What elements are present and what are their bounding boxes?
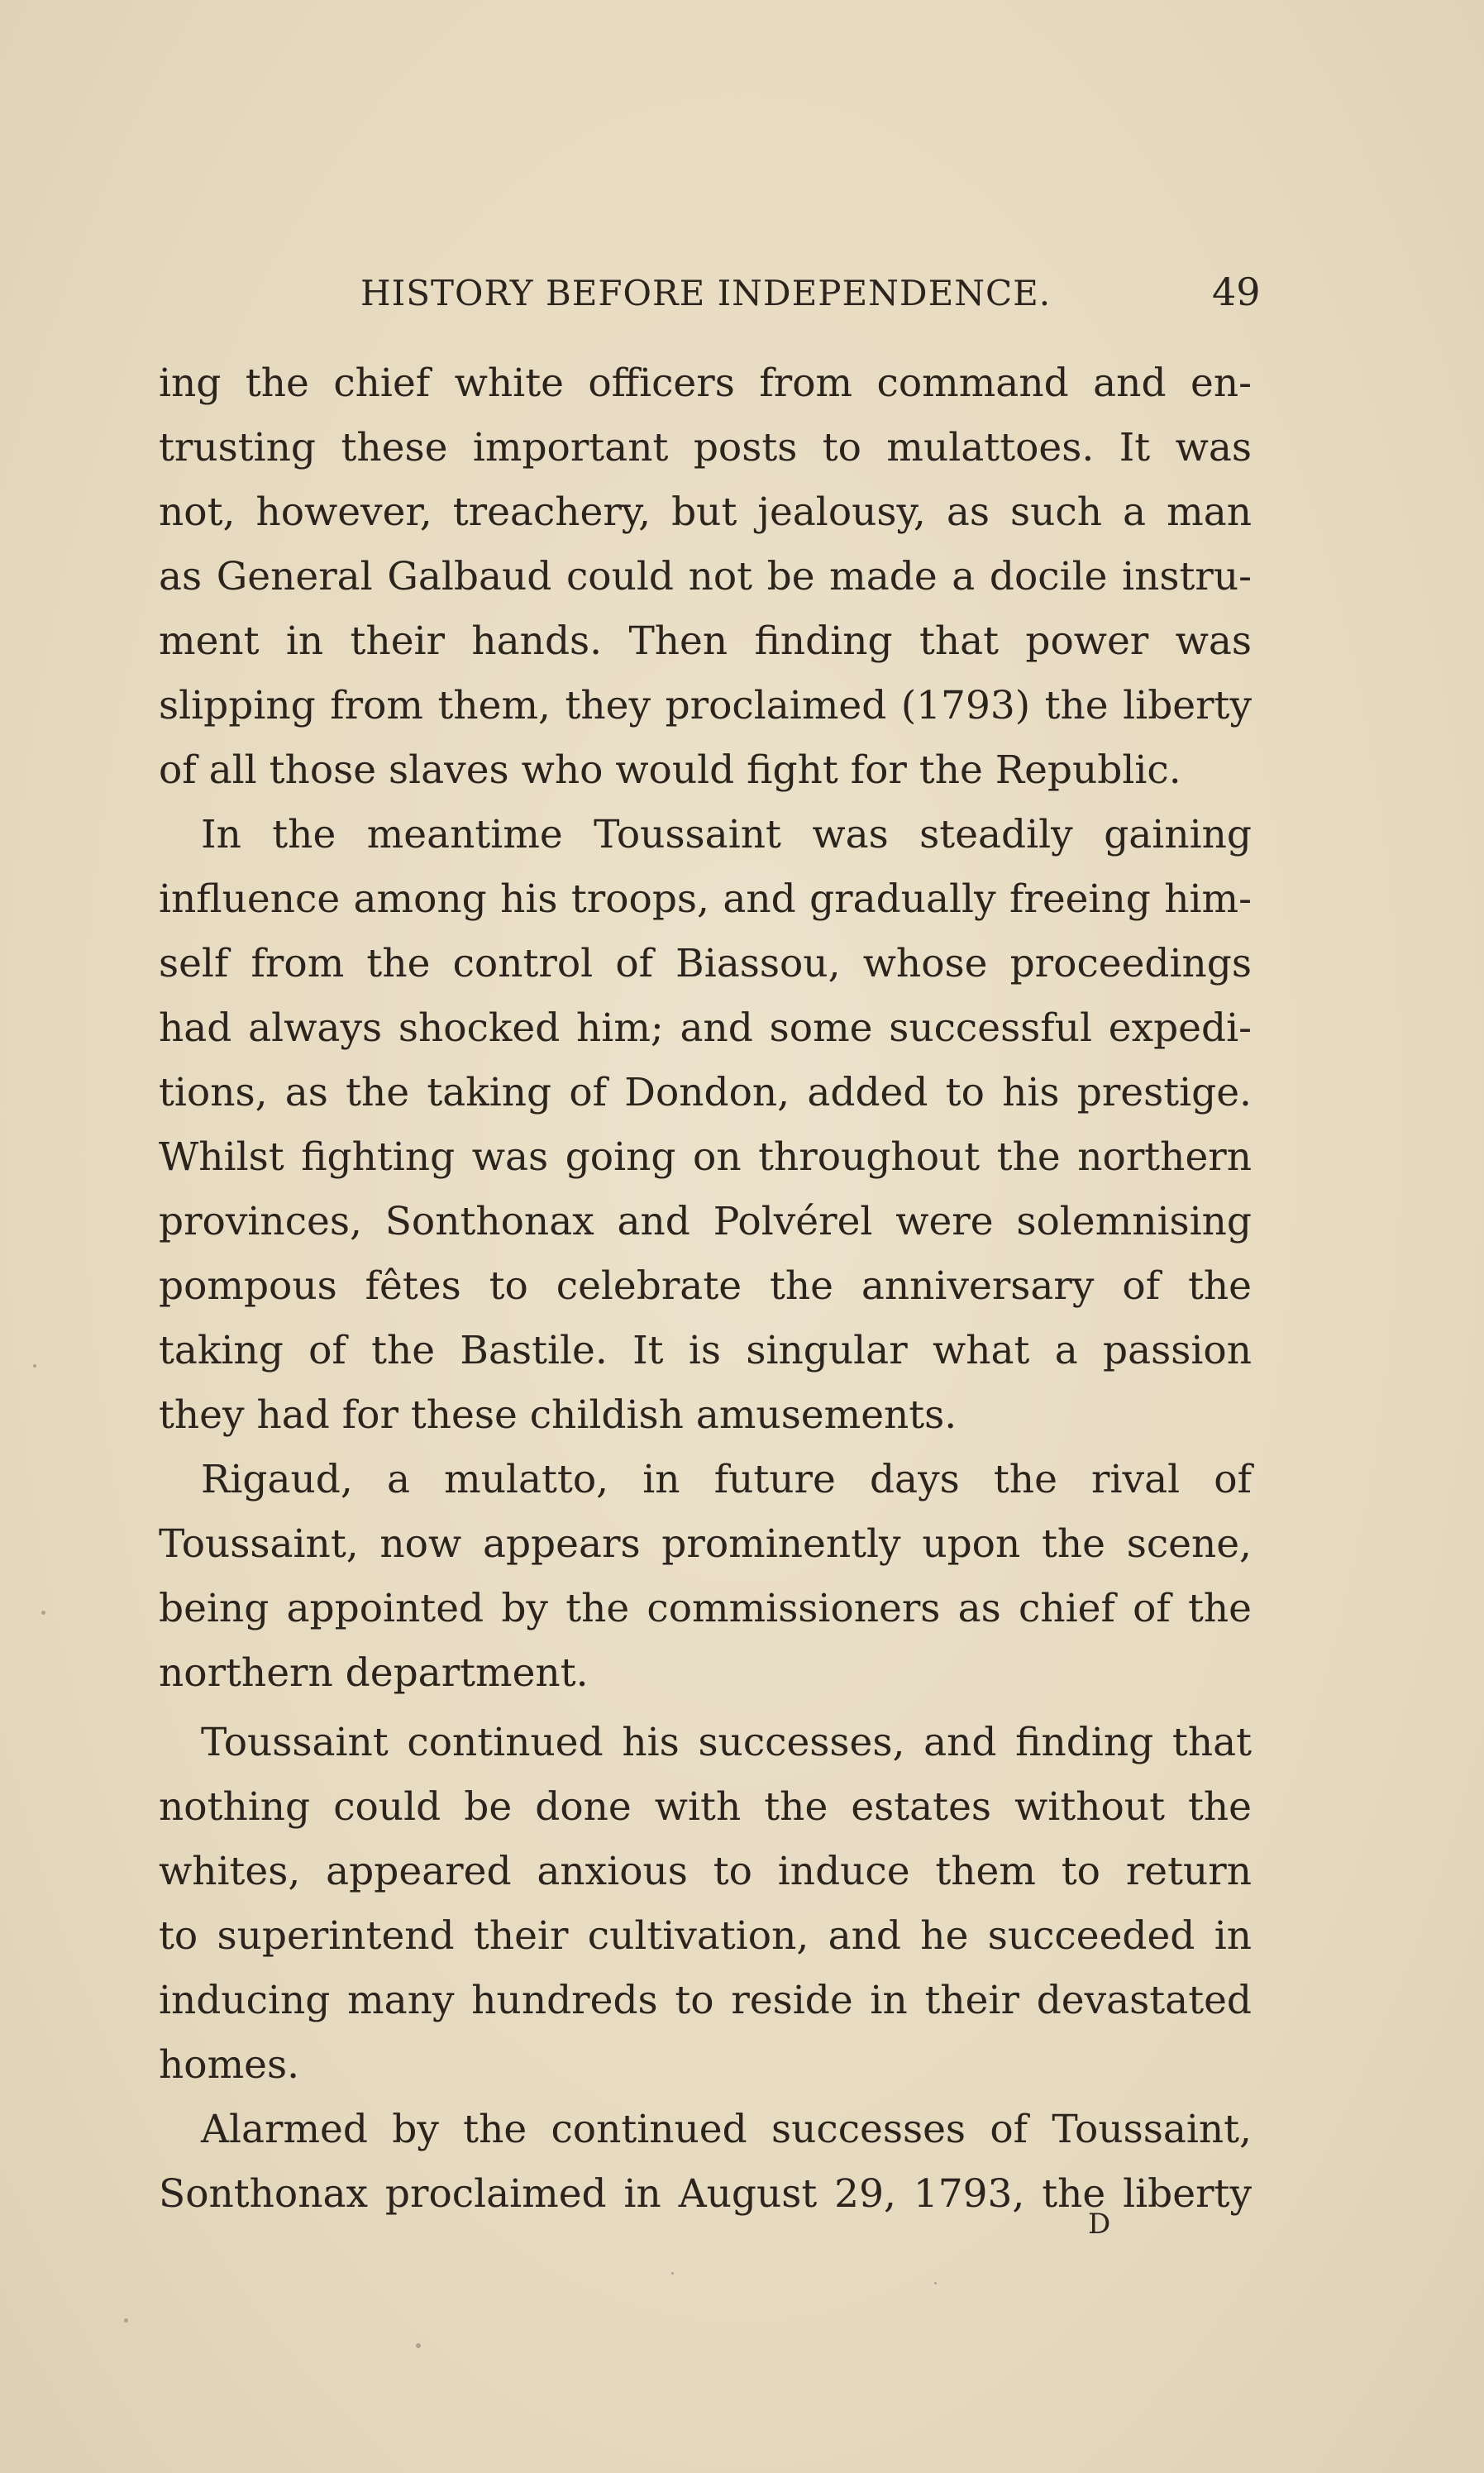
text-line: taking of the Bastile. It is singular what a passion bbox=[159, 1328, 1252, 1373]
text-line: nothing could be done with the estates without the bbox=[159, 1784, 1252, 1830]
running-head: HISTORY BEFORE INDEPENDENCE. bbox=[360, 273, 1052, 313]
text-line: Rigaud, a mulatto, in future days the rival of bbox=[201, 1457, 1252, 1502]
text-line: self from the control of Biassou, whose proceedings bbox=[159, 941, 1252, 986]
paper-speck bbox=[41, 1611, 45, 1615]
text-line: Toussaint, now appears prominently upon the scene, bbox=[159, 1521, 1252, 1567]
text-line: inducing many hundreds to reside in their devastated bbox=[159, 1978, 1252, 2023]
paper-speck bbox=[33, 1364, 36, 1368]
text-line: Whilst fighting was going on throughout the northern bbox=[159, 1134, 1252, 1180]
text-line: of all those slaves who would fight for the Republic. bbox=[159, 747, 1181, 793]
text-line: whites, appeared anxious to induce them to return bbox=[159, 1849, 1252, 1894]
text-line: ment in their hands. Then finding that power was bbox=[159, 618, 1252, 664]
text-line: provinces, Sonthonax and Polvérel were solemnising bbox=[159, 1199, 1252, 1244]
paper-speck bbox=[934, 2282, 937, 2284]
text-line: northern department. bbox=[159, 1650, 589, 1696]
text-line: tions, as the taking of Dondon, added to his prestige. bbox=[159, 1070, 1252, 1115]
text-line: pompous fêtes to celebrate the anniversary of the bbox=[159, 1263, 1252, 1309]
text-line: trusting these important posts to mulattoes. It was bbox=[159, 425, 1252, 470]
text-line: not, however, treachery, but jealousy, as such a man bbox=[159, 489, 1252, 535]
text-line: Alarmed by the continued successes of Toussaint, bbox=[201, 2107, 1252, 2152]
text-line: had always shocked him; and some successful expedi- bbox=[159, 1005, 1252, 1051]
page-number: 49 bbox=[1212, 270, 1261, 314]
text-line: influence among his troops, and gradually freeing him- bbox=[159, 876, 1252, 922]
signature-mark: D bbox=[1088, 2208, 1111, 2241]
paper-speck bbox=[671, 2272, 674, 2275]
text-line: being appointed by the commissioners as chief of the bbox=[159, 1586, 1252, 1631]
text-line: to superintend their cultivation, and he succeeded in bbox=[159, 1913, 1252, 1959]
text-line: homes. bbox=[159, 2042, 300, 2088]
text-line: In the meantime Toussaint was steadily gaining bbox=[201, 812, 1252, 857]
paper-speck bbox=[416, 2343, 421, 2348]
text-line: slipping from them, they proclaimed (1793) the liberty bbox=[159, 683, 1252, 728]
text-line: as General Galbaud could not be made a docile instru- bbox=[159, 554, 1252, 599]
text-line: Toussaint continued his successes, and finding that bbox=[201, 1720, 1252, 1765]
text-line: Sonthonax proclaimed in August 29, 1793, the liberty bbox=[159, 2171, 1252, 2217]
paper-speck bbox=[124, 2318, 128, 2323]
text-line: they had for these childish amusements. bbox=[159, 1392, 957, 1438]
text-line: ing the chief white officers from command and en- bbox=[159, 360, 1252, 406]
